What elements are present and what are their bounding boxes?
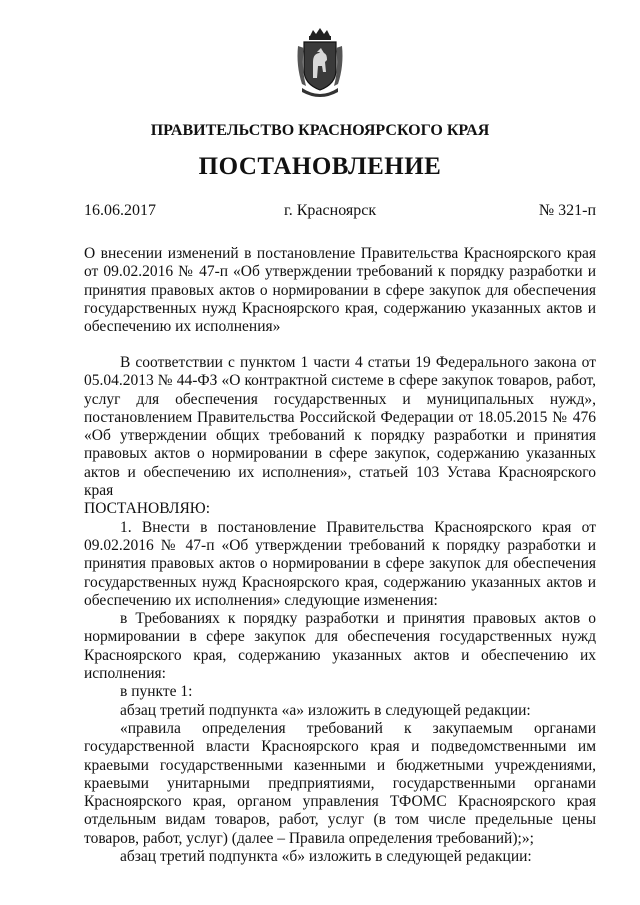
decree-paragraph: ПОСТАНОВЛЯЮ: [84,500,211,518]
krasnoyarsk-coat-of-arms-icon [296,26,344,100]
requirements-paragraph: в Требованиях к порядку разработки и принятия правовых актов о нормировании в сфере закупок для обеспечения государственных нужд Красноярского края, содержанию указанных актов и обеспечению их исполнения: [84,610,596,683]
quote-paragraph: «правила определения требований к закупаемым органами государственной власти Красноярского края и подведомственными им краевыми государственными казенными и бюджетными учреждениями, краевыми унитарными предприятиями, государственными органами Красноярского края, органом управления ТФОМС Красноярского края отдельным видам товаров, работ, услуг (в том числе предельные цены товаров, работ, услуг) (далее – Правила определения требований);»; [84,719,596,847]
para-b-paragraph: абзац третий подпункта «б» изложить в следующей редакции: [120,848,532,866]
para-a-paragraph: абзац третий подпункта «а» изложить в следующей редакции: [120,701,531,719]
document-number: № 321-п [538,202,596,219]
government-title: ПРАВИТЕЛЬСТВО КРАСНОЯРСКОГО КРАЯ [150,122,490,139]
subject-text: О внесении изменений в постановление Правительства Красноярского края от 09.02.2016 № 47-п «Об утверждении требований к порядку разработки и принятия правовых актов о нормировании в сфере закупок для обеспечения государственных нужд Красноярского края, содержанию указанных актов и обеспечению их исполнения» [84,245,596,336]
document-body [84,354,596,866]
preamble-paragraph: В соответствии с пунктом 1 части 4 статьи 19 Федерального закона от 05.04.2013 № 44-ФЗ «О контрактной системе в сфере закупок товаров, работ, услуг для обеспечения государственных и муниципальных нужд», постановлением Правительства Российской Федерации от 18.05.2015 № 476 «Об утверждении общих требований к порядку разработки и принятия правовых актов о нормировании в сфере закупок, содержанию указанных актов и обеспечению их исполнения», статьей 103 Устава Красноярского края [84,354,596,500]
document-city: г. Красноярск [284,202,377,219]
document-meta-row [84,202,596,222]
document-subject [84,245,596,336]
document-type-title: ПОСТАНОВЛЕНИЕ [198,153,442,180]
item-1-paragraph: 1. Внести в постановление Правительства Красноярского края от 09.02.2016 № 47-п «Об утверждении требований к порядку разработки и принятия правовых актов о нормировании в сфере закупок для обеспечения государственных нужд Красноярского края, содержанию указанных актов и обеспечению их исполнения» следующие изменения: [84,518,596,609]
in-point-paragraph: в пункте 1: [120,683,193,701]
document-date: 16.06.2017 [84,202,156,219]
